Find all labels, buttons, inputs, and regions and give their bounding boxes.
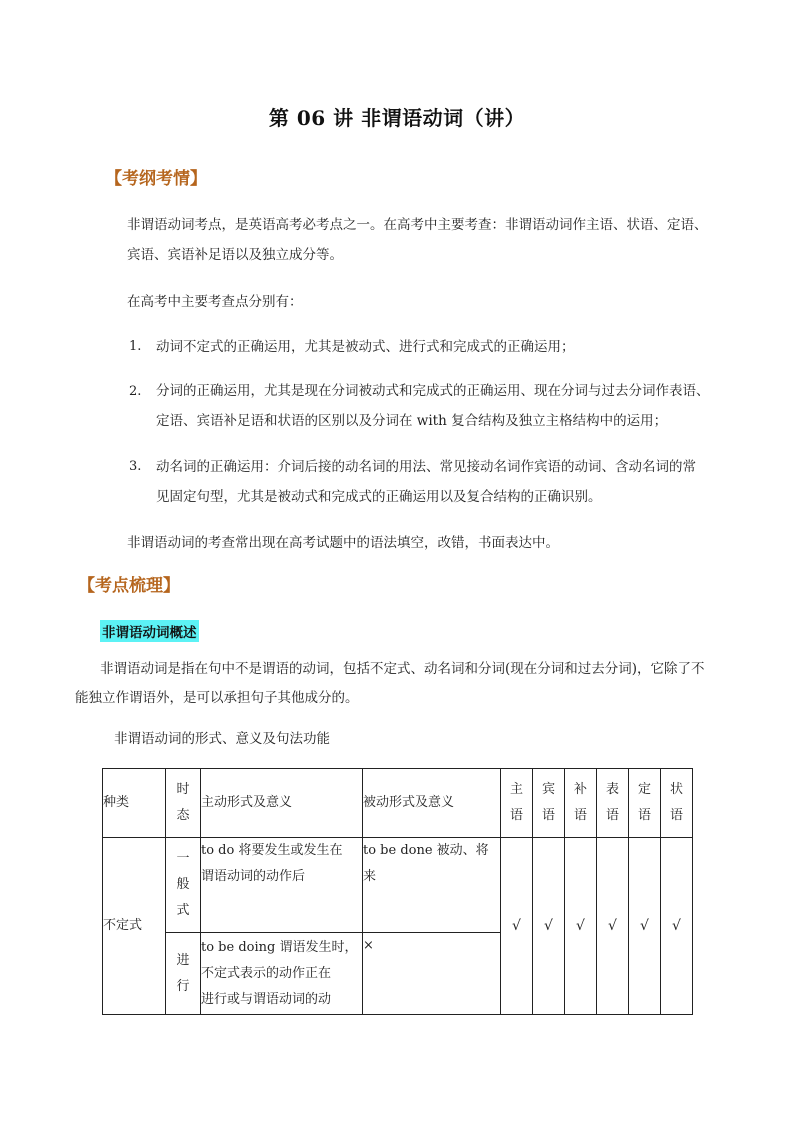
cell-passive-general: to be done 被动、将 来 [363,838,501,933]
header-passive: 被动形式及意义 [363,769,501,838]
check-adverbial: √ [661,838,693,1015]
page-title: 第 06 讲 非谓语动词（讲） [268,106,526,130]
point-3-number: 3. [129,459,142,474]
check-object: √ [533,838,565,1015]
point-3-line-2: 见固定句型，尤其是被动式和完成式的正确运用以及复合结构的正确识别。 [156,489,602,505]
header-attributive: 定 语 [629,769,661,838]
cell-active-progressive: to be doing 谓语发生时， 不定式表示的动作正在 进行或与谓语动词的动 [201,933,363,1015]
summary-line: 非谓语动词的考查常出现在高考试题中的语法填空，改错，书面表达中。 [127,535,559,551]
header-adverbial: 状 语 [661,769,693,838]
table-header-row [103,769,693,838]
point-2-number: 2. [129,384,142,399]
check-complement: √ [565,838,597,1015]
overview-line-1: 非谓语动词是指在句中不是谓语的动词，包括不定式、动名词和分词(现在分词和过去分词)，它除了不 [100,661,705,677]
header-subject: 主 语 [501,769,533,838]
point-3-line-1: 动名词的正确运用：介词后接的动名词的用法、常见接动名词作宾语的动词、含动名词的常 [156,459,696,475]
check-attributive: √ [629,838,661,1015]
subheading-overview: 非谓语动词概述 [100,620,199,642]
cell-tense-general: 一 般 式 [166,838,201,933]
header-kind: 种类 [103,769,166,838]
intro-line-2: 宾语、宾语补足语以及独立成分等。 [127,247,343,263]
cell-passive-progressive: × [363,933,501,1015]
cell-tense-progressive: 进 行 [166,933,201,1015]
section-heading-exam-outline: 【考纲考情】 [105,169,207,189]
point-1-number: 1. [129,339,142,354]
check-predicative: √ [597,838,629,1015]
header-complement: 补 语 [565,769,597,838]
section-heading-key-points: 【考点梳理】 [78,576,180,596]
points-intro: 在高考中主要考查点分别有： [127,294,303,310]
header-object: 宾 语 [533,769,565,838]
table-row-infinitive-general [103,838,693,933]
check-subject: √ [501,838,533,1015]
point-2-line-1: 分词的正确运用，尤其是现在分词被动式和完成式的正确运用、现在分词与过去分词作表语、 [156,383,710,399]
header-predicative: 表 语 [597,769,629,838]
forms-table [102,768,693,1015]
cell-kind-infinitive: 不定式 [103,838,166,1015]
table-caption: 非谓语动词的形式、意义及句法功能 [114,731,330,747]
point-1-line-1: 动词不定式的正确运用，尤其是被动式、进行式和完成式的正确运用； [156,339,575,355]
overview-line-2: 能独立作谓语外，是可以承担句子其他成分的。 [75,690,359,706]
point-2-line-2: 定语、宾语补足语和状语的区别以及分词在 with 复合结构及独立主格结构中的运用； [156,413,668,429]
intro-line-1: 非谓语动词考点，是英语高考必考点之一。在高考中主要考查：非谓语动词作主语、状语、定语、 [127,217,708,233]
cell-active-general: to do 将要发生或发生在 谓语动词的动作后 [201,838,363,933]
header-tense: 时 态 [166,769,201,838]
header-active: 主动形式及意义 [201,769,363,838]
